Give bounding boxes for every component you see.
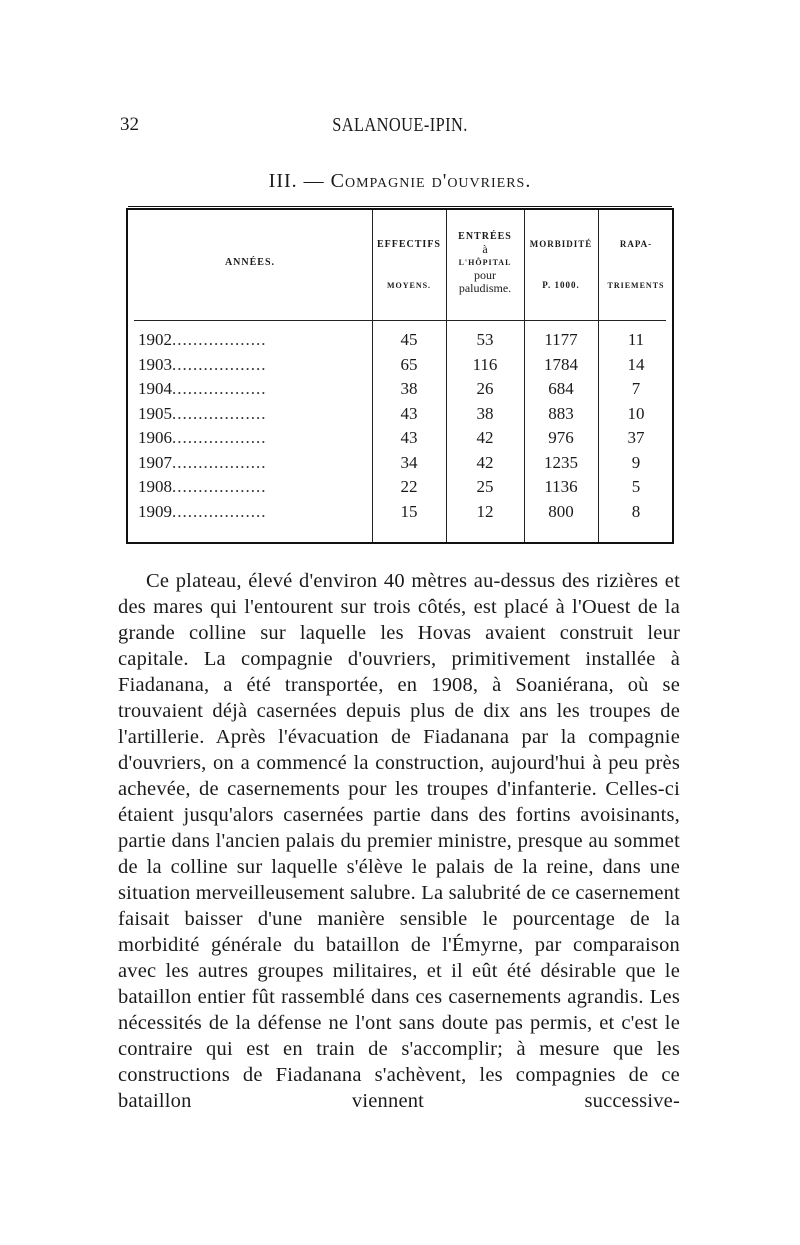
entrees-cell: 42	[476, 428, 494, 447]
body-text	[118, 568, 680, 1114]
year-value: 1906	[138, 428, 172, 447]
year-cell	[138, 453, 370, 473]
year-cell	[138, 502, 370, 522]
effectifs-cell: 43	[400, 403, 418, 423]
year-cell	[138, 330, 370, 350]
rapatriements-cell: 14	[627, 354, 645, 374]
year-value: 1902	[138, 330, 172, 349]
leader-dots: ..................	[172, 428, 267, 447]
header-rapa-line1: RAPA-	[619, 239, 653, 249]
table-row	[128, 330, 672, 354]
rapatriements-cell: 8	[631, 501, 641, 521]
morbidite-cell: 1784	[544, 354, 578, 374]
header-entrees-line5: paludisme.	[458, 281, 512, 295]
running-head	[120, 114, 680, 142]
rapatriements-cell: 37	[627, 428, 645, 447]
header-morbidite-line1: MORBIDITÉ	[529, 239, 593, 249]
header-rapa-line2: TRIEMENTS	[607, 281, 665, 290]
table-row	[128, 477, 672, 501]
morbidite-cell: 684	[548, 379, 574, 398]
effectifs-cell: 34	[400, 452, 418, 472]
section-title: Compagnie d'ouvriers.	[330, 170, 532, 192]
leader-dots: ..................	[172, 477, 267, 496]
header-effectifs	[372, 238, 446, 292]
table-row	[128, 355, 672, 379]
effectifs-cell: 43	[400, 428, 418, 447]
header-morbidite	[524, 238, 598, 292]
entrees-cell: 42	[476, 452, 494, 472]
table-row	[128, 379, 672, 403]
entrees-cell: 38	[476, 403, 494, 423]
header-entrees-line1: ENTRÉES	[458, 231, 512, 242]
morbidite-cell: 1177	[544, 330, 578, 349]
leader-dots: ..................	[172, 501, 267, 521]
page-number: 32	[120, 114, 139, 135]
section-heading	[0, 170, 800, 193]
table-row	[128, 428, 672, 452]
leader-dots: ..................	[172, 330, 267, 349]
year-cell	[138, 355, 370, 375]
morbidite-cell: 976	[548, 428, 574, 447]
year-value: 1908	[138, 477, 172, 496]
year-value: 1909	[138, 501, 172, 521]
entrees-cell: 12	[476, 501, 494, 521]
rapatriements-cell: 11	[627, 330, 645, 349]
year-cell	[138, 404, 370, 424]
year-cell	[138, 477, 370, 497]
effectifs-cell: 38	[400, 379, 418, 398]
header-annees-text: ANNÉES.	[224, 257, 276, 268]
table-row	[128, 453, 672, 477]
leader-dots: ..................	[172, 403, 267, 423]
leader-dots: ..................	[172, 379, 267, 398]
morbidite-cell: 883	[548, 403, 574, 423]
entrees-cell: 53	[476, 330, 494, 349]
year-cell	[138, 428, 370, 448]
morbidite-cell: 800	[548, 501, 574, 521]
year-value: 1904	[138, 379, 172, 398]
effectifs-cell: 22	[400, 477, 418, 496]
header-annees	[128, 256, 372, 269]
morbidite-cell: 1136	[544, 477, 578, 496]
header-effectifs-line1: EFFECTIFS	[376, 239, 441, 250]
effectifs-cell: 15	[400, 501, 418, 521]
header-entrees-line2: à	[482, 242, 488, 256]
year-value: 1905	[138, 403, 172, 423]
running-title: SALANOUE-IPIN.	[332, 114, 468, 136]
rapatriements-cell: 9	[631, 452, 641, 472]
section-dash: —	[303, 170, 325, 192]
body-paragraph: Ce plateau, élevé d'environ 40 mètres au-dessus des rizières et des mares qui l'entourent sur trois côtés, est placé à l'Ouest de la grande colline sur laquelle les Hovas avaient construit leur capitale. La compagnie d'ouvriers, primitivement installée à Fiadanana, a été transportée, en 1908, à Soaniérana, où se trouvaient déjà casernées depuis plus de dix ans les troupes de l'artillerie. Après l'évacuation de Fiadanana par la compagnie d'ouvriers, on a commencé la construction, aujourd'hui à peu près achevée, de casernements pour les troupes d'infanterie. Celles-ci étaient jusqu'alors casernées partie dans des fortins avoisinants, partie dans l'ancien palais du premier ministre, presque au sommet de la colline sur laquelle s'élève le palais de la reine, dans une situation merveilleusement salubre. La salubrité de ce casernement faisait baisser d'une manière sensible le pourcentage de la morbidité générale du bataillon de l'Émyrne, par comparaison avec les autres groupes militaires, et il eût été désirable que le bataillon entier fût rassemblé dans ces casernements agrandis. Les nécessités de la défense ne l'ont sans doute pas permis, et c'est le contraire qui est en train de s'accomplir; à mesure que les constructions de Fiadanana s'achèvent, les compagnies de ce bataillon viennent successive-	[118, 570, 680, 1112]
rapatriements-cell: 7	[631, 379, 641, 398]
morbidite-cell: 1235	[544, 452, 578, 472]
effectifs-cell: 45	[400, 330, 418, 349]
header-effectifs-line2: MOYENS.	[386, 281, 432, 290]
header-morbidite-line2: P. 1000.	[542, 280, 580, 290]
table-row	[128, 404, 672, 428]
entrees-cell: 116	[472, 354, 498, 374]
leader-dots: ..................	[172, 452, 267, 472]
entrees-cell: 26	[476, 379, 494, 398]
year-value: 1903	[138, 354, 172, 374]
year-value: 1907	[138, 452, 172, 472]
header-entrees-line3: L'HÔPITAL	[458, 258, 512, 267]
rapatriements-cell: 10	[627, 403, 645, 423]
rapatriements-cell: 5	[631, 477, 641, 496]
header-rapatriements	[598, 238, 674, 292]
header-entrees	[446, 230, 524, 295]
table-row	[128, 502, 672, 526]
header-entrees-line4: pour	[474, 268, 496, 282]
year-cell	[138, 379, 370, 399]
entrees-cell: 25	[476, 477, 494, 496]
statistics-table	[126, 208, 674, 544]
header-separator	[134, 320, 666, 321]
effectifs-cell: 65	[400, 354, 418, 374]
section-number: III.	[268, 170, 298, 192]
leader-dots: ..................	[172, 354, 267, 374]
